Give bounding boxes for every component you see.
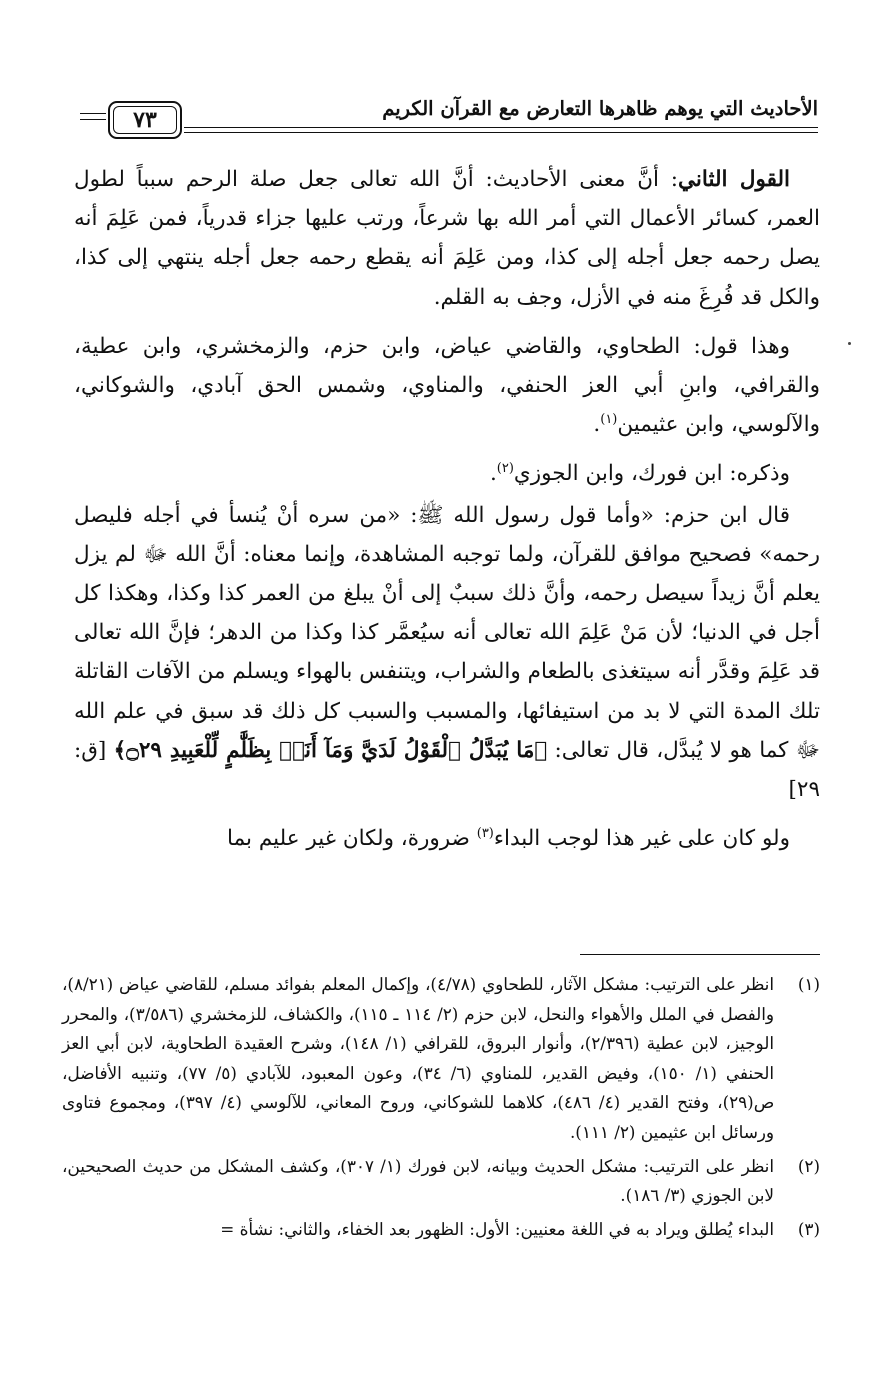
page-number: ٧٣ [113, 106, 177, 134]
header-title: الأحاديث التي يوهم ظاهرها التعارض مع القرآن الكريم [382, 97, 818, 120]
paragraph-ibn-hazm-quote [74, 496, 820, 810]
paragraph-text: وهذا قول: الطحاوي، والقاضي عياض، وابن حزم، والزمخشري، وابن عطية، والقرافي، وابنِ أبي العز الحنفي، والمناوي، وشمس الحق آبادي، والشوكاني، والآلوسي، وابن عثيمين [74, 333, 820, 438]
opinion-label: القول الثاني [678, 167, 790, 192]
footnote-number: (١) [797, 974, 820, 994]
punctuation: . [489, 461, 497, 487]
footnote-text: انظر على الترتيب: مشكل الحديث وبيانه، لابن فورك (١/ ٣٠٧)، وكشف المشكل من حديث الصحيحين، لابن الجوزي (٣/ ١٨٦). [62, 1155, 774, 1206]
quran-verse: ﴿مَا يُبَدَّلُ ٱلْقَوْلُ لَدَيَّ وَمَآ أَنَا۠ بِظَلَّٰمٍ لِّلْعَبِيدِ ۝٢٩﴾ [113, 737, 548, 763]
footnote-separator [580, 954, 820, 955]
punctuation: . [593, 412, 601, 438]
footnote-number: (٢) [797, 1155, 820, 1176]
paragraph-mentioned-by [74, 454, 820, 493]
margin-mark [848, 342, 851, 345]
footnote-item [62, 1152, 820, 1211]
footnote-text: البداء يُطلق ويراد به في اللغة معنيين: الأول: الظهور بعد الخفاء، والثاني: نشأة = [220, 1218, 774, 1239]
footnote-number: (٣) [797, 1218, 820, 1239]
paragraph-text: قال ابن حزم: «وأما قول رسول الله ﷺ: «من سره أنْ يُنسأ في أجله فليصل رحمه» فصحيح موافق للقرآن، ولما توجبه المشاهدة، وإنما معناه: أنَّ الله ﷻ لم يزل يعلم أنَّ زيداً سيصل رحمه، وأنَّ ذلك سببٌ إلى أنْ يبلغ من العمر كذا وكذا، وهكذا كل أجل في الدنيا؛ لأن مَنْ عَلِمَ الله تعالى أنه سيُعمَّر كذا وكذا من الدهر؛ فإنَّ الله تعالى قد عَلِمَ وقدَّر أنه سيتغذى بالطعام والشراب، ويتنفس بالهواء ويسلم من الآفات القاتلة تلك المدة التي لا بد من استيفائها، والمسبب والسبب كل ذلك قد سبق في علم الله ﷻ كما هو لا يُبدَّل، قال تعالى: [74, 502, 820, 763]
footnotes [62, 970, 820, 1248]
page-number-frame [108, 101, 182, 139]
footnote-ref[interactable]: (٢) [496, 461, 514, 477]
paragraph-scholars [74, 327, 820, 445]
footnote-item [62, 1215, 820, 1245]
header-dash [184, 127, 298, 128]
header-rule [298, 127, 818, 128]
footnote-item [62, 970, 820, 1148]
paragraph-text: ضرورة، ولكان غير عليم بما [227, 826, 477, 852]
paragraph-continuation [74, 819, 820, 858]
footnote-text: انظر على الترتيب: مشكل الآثار، للطحاوي (٤/٧٨)، وإكمال المعلم بفوائد مسلم، للقاضي عياض (٨/٢١)، والفصل في الملل والأهواء والنحل، لابن حزم (٢/ ١١٤ ـ ١١٥)، والكشاف، للزمخشري (٣/٥٨٦)، والمحرر الوجيز، لابن عطية (٢/٣٩٦)، وأنوار البروق، للقرافي (١/ ١٤٨)، وشرح العقيدة الطحاوية، لابن أبي العز الحنفي (١/ ١٥٠)، وفيض القدير، للمناوي (٦/ ٣٤)، وعون المعبود، للآبادي (٥/ ٧٧)، وتنبيه الأفاضل، ص(٢٩)، وفتح القدير (٤/ ٤٨٦)، كلاهما للشوكاني، وروح المعاني، للآلوسي (٤/ ٣٩٧)، ومجموع فتاوى ورسائل ابن عثيمين (٢/ ١١١). [62, 974, 774, 1142]
footnote-ref[interactable]: (٣) [476, 826, 494, 842]
header-rule [298, 132, 818, 133]
footnote-ref[interactable]: (١) [600, 412, 618, 428]
running-header [80, 95, 818, 145]
verse-citation: [ق: ٢٩] [74, 737, 820, 803]
header-dash [80, 119, 106, 120]
paragraph-text: ولو كان على غير هذا لوجب البداء [493, 826, 790, 852]
paragraph-text: : أنَّ معنى الأحاديث: أنَّ الله تعالى جعل صلة الرحم سبباً لطول العمر، كسائر الأعمال التي أمر الله بها شرعاً، ورتب عليها جزاء قدرياً، فمن عَلِمَ أنه يصل رحمه جعل أجله إلى كذا، ومن عَلِمَ أنه يقطع رحمه جعل أجله ينتهي إلى كذا، والكل قد فُرِغَ منه في الأزل، وجف به القلم. [74, 167, 820, 310]
paragraph-second-opinion [74, 160, 820, 317]
paragraph-text: وذكره: ابن فورك، وابن الجوزي [513, 461, 790, 487]
main-text [74, 160, 820, 868]
header-dash [184, 132, 298, 133]
header-dash [80, 113, 106, 114]
